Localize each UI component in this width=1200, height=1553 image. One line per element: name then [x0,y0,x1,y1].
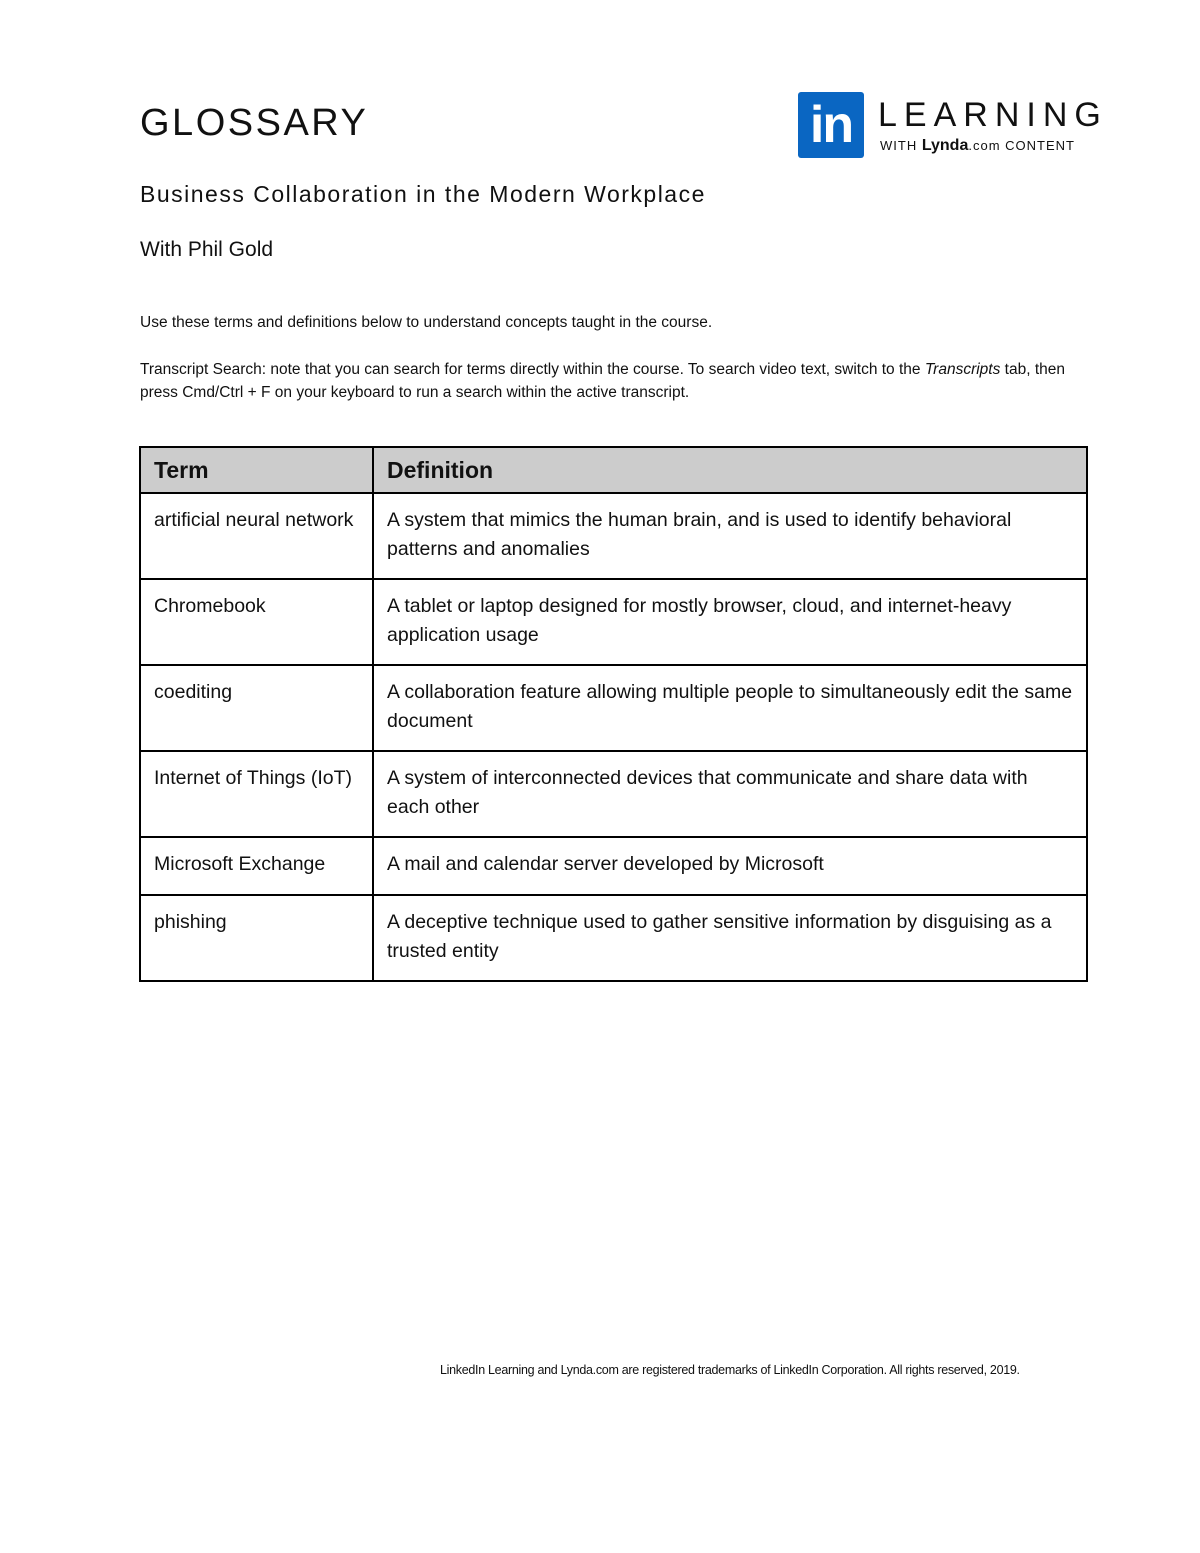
note-part2: tab, then press Cmd/Ctrl + F on your keyboard to run a search within the active transcript. [140,361,1065,401]
definition-cell: A mail and calendar server developed by Microsoft [373,837,1087,895]
logo-sub-prefix: WITH [880,138,922,153]
glossary-table [139,446,1088,982]
course-title: Business Collaboration in the Modern Workplace [140,181,706,207]
term-cell: artificial neural network [140,493,373,579]
copyright-footer: LinkedIn Learning and Lynda.com are registered trademarks of LinkedIn Corporation. All rights reserved, 2019. [440,1363,1020,1377]
definition-cell: A tablet or laptop designed for mostly browser, cloud, and internet-heavy application usage [373,579,1087,665]
table-row [140,895,1087,981]
header-term: Term [140,447,373,493]
term-cell: Chromebook [140,579,373,665]
logo-sub-brand: Lynda [921,137,969,154]
definition-cell: A deceptive technique used to gather sensitive information by disguising as a trusted entity [373,895,1087,981]
logo-sub-suffix: .com CONTENT [968,138,1075,153]
logo-subtitle [880,137,1075,155]
linkedin-in-icon: in [798,92,864,158]
term-cell: coediting [140,665,373,751]
table-row [140,751,1087,837]
intro-text: Use these terms and definitions below to understand concepts taught in the course. [140,314,713,331]
note-part1: note that you can search for terms directly within the course. To search video text, switch to the [270,361,925,378]
transcript-search-note [140,358,1100,404]
table-row [140,837,1087,895]
table-row [140,665,1087,751]
header-definition: Definition [373,447,1087,493]
table-header-row [140,447,1087,493]
definition-cell: A system that mimics the human brain, and is used to identify behavioral patterns and anomalies [373,493,1087,579]
page-title: GLOSSARY [140,102,369,144]
term-cell: phishing [140,895,373,981]
note-lead: Transcript Search: [140,361,271,378]
table-row [140,579,1087,665]
logo-wordmark: LEARNING [878,96,1108,134]
linkedin-learning-logo [798,92,1108,158]
note-emphasis: Transcripts [924,361,1001,378]
definition-cell: A collaboration feature allowing multiple people to simultaneously edit the same document [373,665,1087,751]
term-cell: Microsoft Exchange [140,837,373,895]
table-row [140,493,1087,579]
term-cell: Internet of Things (IoT) [140,751,373,837]
definition-cell: A system of interconnected devices that communicate and share data with each other [373,751,1087,837]
course-author: With Phil Gold [140,238,274,261]
